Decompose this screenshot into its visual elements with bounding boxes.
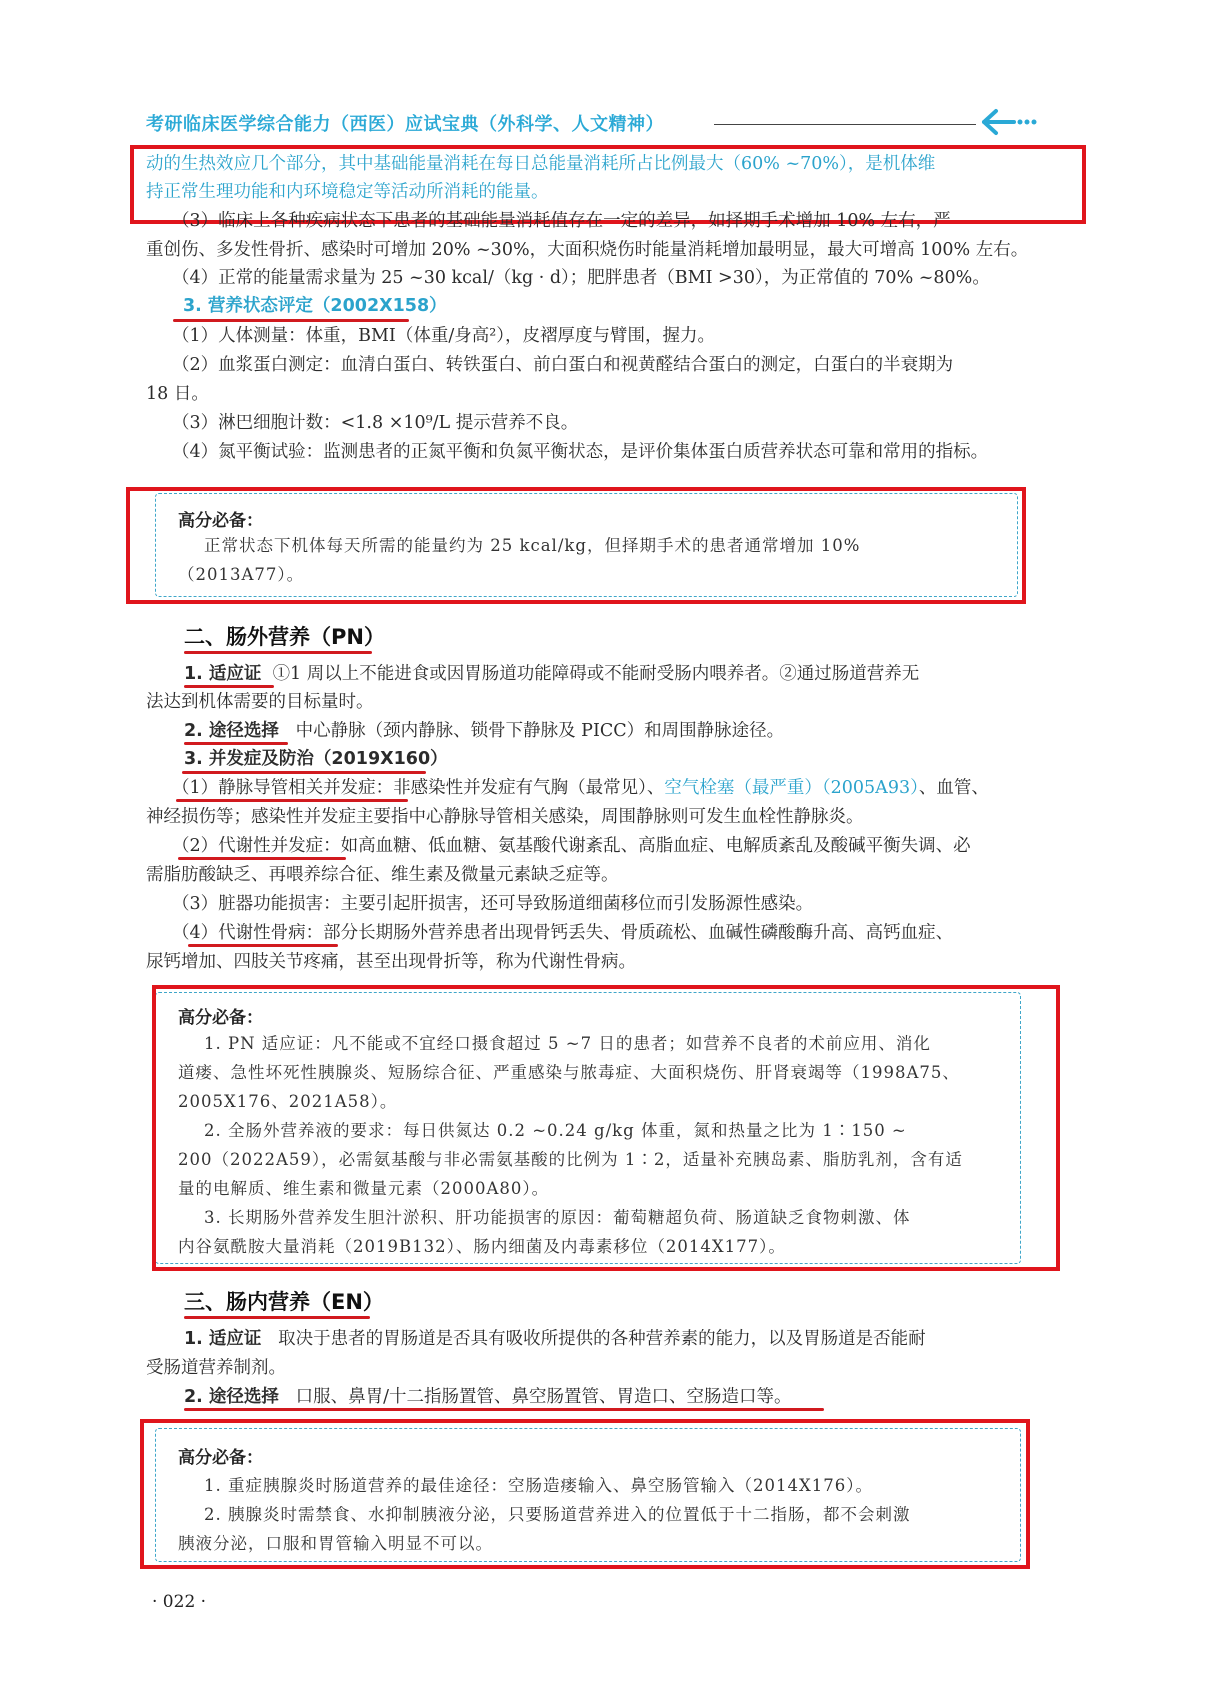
en-indication-label: 1. 适应证 — [184, 1329, 262, 1349]
pn-comp-3-label: （3）脏器功能损害 — [172, 894, 324, 914]
annotation-box — [140, 1419, 1030, 1569]
pn-comp-2-label: （2）代谢性并发症 — [172, 836, 324, 856]
annotation-underline — [178, 857, 346, 860]
pn-indication-text: ①1 周以上不能进食或因胃肠道功能障碍或不能耐受肠内喂养者。②通过肠道营养无 — [272, 664, 920, 684]
assessment-item-3: （3）淋巴细胞计数：<1.8 ×10⁹/L 提示营养不良。 — [172, 413, 579, 433]
annotation-underline — [184, 1408, 824, 1411]
key-points-title: 高分必备： — [178, 511, 263, 531]
key-points-line: 正常状态下机体每天所需的能量约为 25 kcal/kg，但择期手术的患者通常增加 10% — [204, 536, 861, 555]
intro-line-1: 动的生热效应几个部分，其中基础能量消耗在每日总能量消耗所占比例最大（60% ~70%），是机体维 — [146, 154, 936, 174]
pn-indication — [184, 660, 1084, 689]
key-points-title: 高分必备： — [178, 1448, 263, 1468]
en-indication — [184, 1325, 1084, 1354]
pn-indication-line-2: 法达到机体需要的目标量时。 — [146, 692, 374, 712]
assessment-heading: 3. 营养状态评定（2002X158） — [183, 296, 447, 316]
pn-comp-2-line-2: 需脂肪酸缺乏、再喂养综合征、维生素及微量元素缺乏症等。 — [146, 865, 619, 885]
annotation-box — [126, 487, 1026, 604]
assessment-item-2-line-1: （2）血浆蛋白测定：血清白蛋白、转铁蛋白、前白蛋白和视黄醛结合蛋白的测定，白蛋白的半衰期为 — [172, 355, 954, 375]
pn-comp-1-label: （1）静脉导管相关并发症 — [172, 778, 376, 798]
key-points-line: （2013A77）。 — [178, 565, 305, 584]
section-title-pn: 二、肠外营养（PN） — [184, 625, 385, 649]
en-route-text: 口服、鼻胃/十二指肠置管、鼻空肠置管、胃造口、空肠造口等。 — [295, 1387, 792, 1407]
pn-comp-1-text: ：非感染性并发症有气胸（最常见）、 — [375, 778, 665, 798]
pn-comp-4-label: （4）代谢性骨病 — [172, 923, 306, 943]
pn-comp-3-text: ：主要引起肝损害，还可导致肠道细菌移位而引发肠源性感染。 — [323, 894, 814, 914]
pn-comp-3 — [172, 890, 1072, 919]
annotation-box — [152, 985, 1060, 1271]
pn-comp-2-text: ：如高血糖、低血糖、氨基酸代谢紊乱、高脂血症、电解质紊乱及酸碱平衡失调、必 — [323, 836, 971, 856]
key-points-line: 道瘘、急性坏死性胰腺炎、短肠综合征、严重感染与脓毒症、大面积烧伤、肝肾衰竭等（1998A75、 — [178, 1063, 960, 1082]
key-points-line: 胰液分泌，口服和胃管输入明显不可以。 — [178, 1534, 493, 1553]
annotation-underline — [188, 944, 338, 947]
annotation-underline — [184, 651, 372, 654]
pn-route — [184, 717, 1084, 746]
assessment-item-2-line-2: 18 日。 — [146, 384, 209, 404]
pn-comp-4-line-2: 尿钙增加、四肢关节疼痛，甚至出现骨折等，称为代谢性骨病。 — [146, 952, 636, 972]
key-points-line: 量的电解质、维生素和微量元素（2000A80）。 — [178, 1179, 550, 1198]
pn-route-label: 2. 途径选择 — [184, 721, 279, 741]
energy-item-4: （4）正常的能量需求量为 25 ~30 kcal/（kg · d）；肥胖患者（BMI >30），为正常值的 70% ~80%。 — [172, 268, 990, 288]
book-title: 考研临床医学综合能力（西医）应试宝典（外科学、人文精神） — [146, 114, 664, 135]
back-arrow-icon — [978, 107, 1038, 137]
key-points-line: 2. 胰腺炎时需禁食、水抑制胰液分泌，只要肠道营养进入的位置低于十二指肠，都不会刺激 — [204, 1505, 911, 1524]
intro-line-2: 持正常生理功能和内环境稳定等活动所消耗的能量。 — [146, 182, 549, 202]
en-route-label: 2. 途径选择 — [184, 1387, 279, 1407]
key-points-line: 2005X176、2021A58）。 — [178, 1092, 398, 1111]
pn-comp-4-text: ：部分长期肠外营养患者出现骨钙丢失、骨质疏松、血碱性磷酸酶升高、高钙血症、 — [305, 923, 954, 943]
pn-comp-1-highlight: 空气栓塞（最严重）（2005A93） — [664, 778, 919, 798]
assessment-item-4: （4）氮平衡试验：监测患者的正氮平衡和负氮平衡状态，是评价集体蛋白质营养状态可靠和常用的指标。 — [172, 442, 989, 462]
key-points-line: 200（2022A59），必需氨基酸与非必需氨基酸的比例为 1∶2，适量补充胰岛素、脂肪乳剂，含有适 — [178, 1150, 963, 1169]
en-indication-line-2: 受肠道营养制剂。 — [146, 1358, 286, 1378]
key-points-line: 内谷氨酰胺大量消耗（2019B132）、肠内细菌及内毒素移位（2014X177）。 — [178, 1237, 786, 1256]
pn-complications-heading: 3. 并发症及防治（2019X160） — [184, 749, 448, 769]
section-title-en: 三、肠内营养（EN） — [184, 1290, 384, 1314]
running-header — [146, 110, 1036, 140]
key-points-line: 3. 长期肠外营养发生胆汁淤积、肝功能损害的原因：葡萄糖超负荷、肠道缺乏食物刺激、体 — [204, 1208, 911, 1227]
key-points-line: 1. 重症胰腺炎时肠道营养的最佳途径：空肠造瘘输入、鼻空肠管输入（2014X176）。 — [204, 1476, 873, 1495]
header-rule — [714, 124, 976, 125]
pn-comp-1-line-2: 神经损伤等；感染性并发症主要指中心静脉导管相关感染，周围静脉则可发生血栓性静脉炎。 — [146, 807, 864, 827]
assessment-item-1: （1）人体测量：体重，BMI（体重/身高²），皮褶厚度与臂围，握力。 — [172, 326, 715, 346]
key-points-line: 1. PN 适应证：凡不能或不宜经口摄食超过 5 ~7 日的患者；如营养不良者的术前应用、消化 — [204, 1034, 931, 1053]
pn-route-text: 中心静脉（颈内静脉、锁骨下静脉及 PICC）和周围静脉途径。 — [295, 721, 785, 741]
annotation-underline — [176, 799, 408, 802]
energy-item-3-line-1: （3）临床上各种疾病状态下患者的基础能量消耗值存在一定的差异，如择期手术增加 10% 左右，严 — [172, 211, 951, 231]
pn-comp-1-tail: 、血管、 — [918, 778, 989, 798]
page-number: · 022 · — [152, 1592, 207, 1612]
energy-item-3-line-2: 重创伤、多发性骨折、感染时可增加 20% ~30%，大面积烧伤时能量消耗增加最明显，最大可增高 100% 左右。 — [146, 240, 1029, 260]
pn-indication-label: 1. 适应证 — [184, 664, 262, 684]
en-indication-text: 取决于患者的胃肠道是否具有吸收所提供的各种营养素的能力，以及胃肠道是否能耐 — [278, 1329, 926, 1349]
annotation-underline — [184, 1316, 370, 1319]
key-points-line: 2. 全肠外营养液的要求：每日供氮达 0.2 ~0.24 g/kg 体重，氮和热量之比为 1∶150 ~ — [204, 1121, 907, 1140]
key-points-title: 高分必备： — [178, 1008, 263, 1028]
